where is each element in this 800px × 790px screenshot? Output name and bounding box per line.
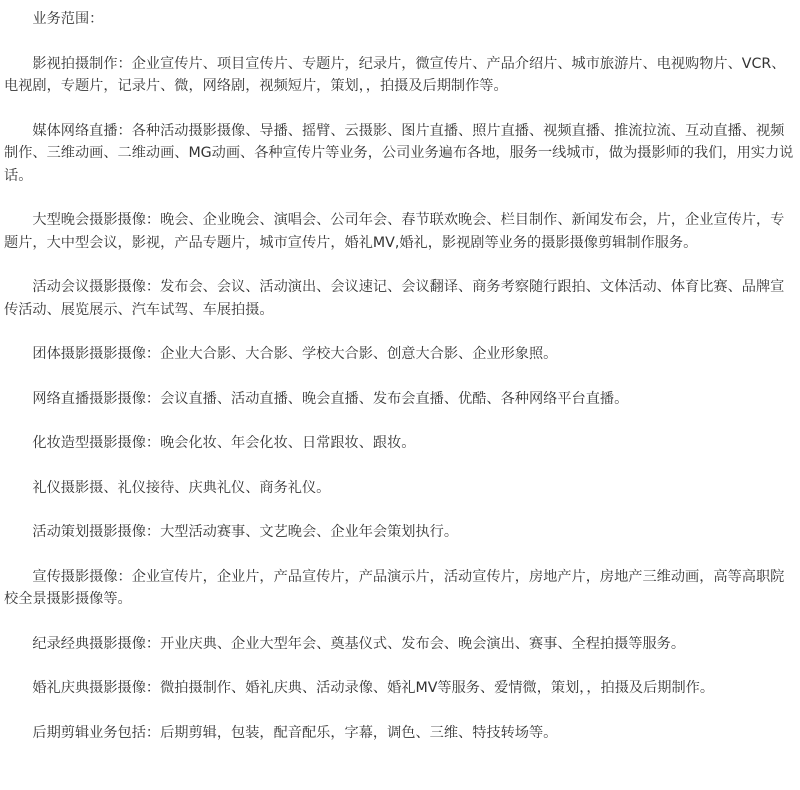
paragraph-wedding: 婚礼庆典摄影摄像：微拍摄制作、婚礼庆典、活动录像、婚礼MV等服务、爱情微，策划，，拍摄及后期制作。 (32, 680, 715, 696)
paragraph-film-production: 影视拍摄制作：企业宣传片、项目宣传片、专题片，纪录片，微宣传片、产品介绍片、城市旅游片、电视购物片、VCR、电视剧，专题片，记录片、微，网络剧，视频短片，策划，，拍摄及后期制作等。 (4, 55, 786, 94)
paragraph-event-meeting: 活动会议摄影摄像：发布会、会议、活动演出、会议速记、会议翻译、商务考察随行跟拍、文体活动、体育比赛、品牌宣传活动、展览展示、汽车试驾、车展拍摄。 (4, 279, 785, 318)
paragraph-group-photo: 团体摄影摄影摄像：企业大合影、大合影、学校大合影、创意大合影、企业形象照。 (32, 346, 558, 362)
paragraph-gala-filming: 大型晚会摄影摄像：晚会、企业晚会、演唱会、公司年会、春节联欢晚会、栏目制作、新闻发布会，片，企业宣传片，专题片，大中型会议，影视，产品专题片，城市宣传片，婚礼MV,婚礼，影视剧等业务的摄影摄像剪辑制作服务。 (4, 212, 785, 251)
paragraph-documentary: 纪录经典摄影摄像：开业庆典、企业大型年会、奠基仪式、发布会、晚会演出、赛事、全程拍摄等服务。 (32, 635, 686, 652)
paragraph-promo: 宣传摄影摄像：企业宣传片，企业片，产品宣传片，产品演示片，活动宣传片，房地产片，房地产三维动画，高等高职院校全景摄影摄像等。 (4, 568, 785, 607)
paragraph-live-streaming: 媒体网络直播：各种活动摄影摄像、导播、摇臂、云摄影、图片直播、照片直播、视频直播、推流拉流、互动直播、视频制作、三维动画、二维动画、MG动画、各种宣传片等业务，公司业务遍布各地，服务一线城市，做为摄影师的我们，用实力说话。 (4, 122, 794, 184)
paragraph-post-editing: 后期剪辑业务包括：后期剪辑，包装，配音配乐，字幕，调色、三维、特技转场等。 (32, 724, 558, 741)
paragraph-event-planning: 活动策划摄影摄像：大型活动赛事、文艺晚会、企业年会策划执行。 (32, 524, 459, 540)
paragraph-makeup: 化妆造型摄影摄像：晚会化妆、年会化妆、日常跟妆、跟妆。 (32, 435, 416, 451)
paragraph-network-live: 网络直播摄影摄像：会议直播、活动直播、晚会直播、发布会直播、优酷、各种网络平台直播。 (32, 390, 629, 407)
paragraph-etiquette: 礼仪摄影摄、礼仪接待、庆典礼仪、商务礼仪。 (32, 479, 331, 496)
section-heading: 业务范围： (32, 11, 104, 27)
